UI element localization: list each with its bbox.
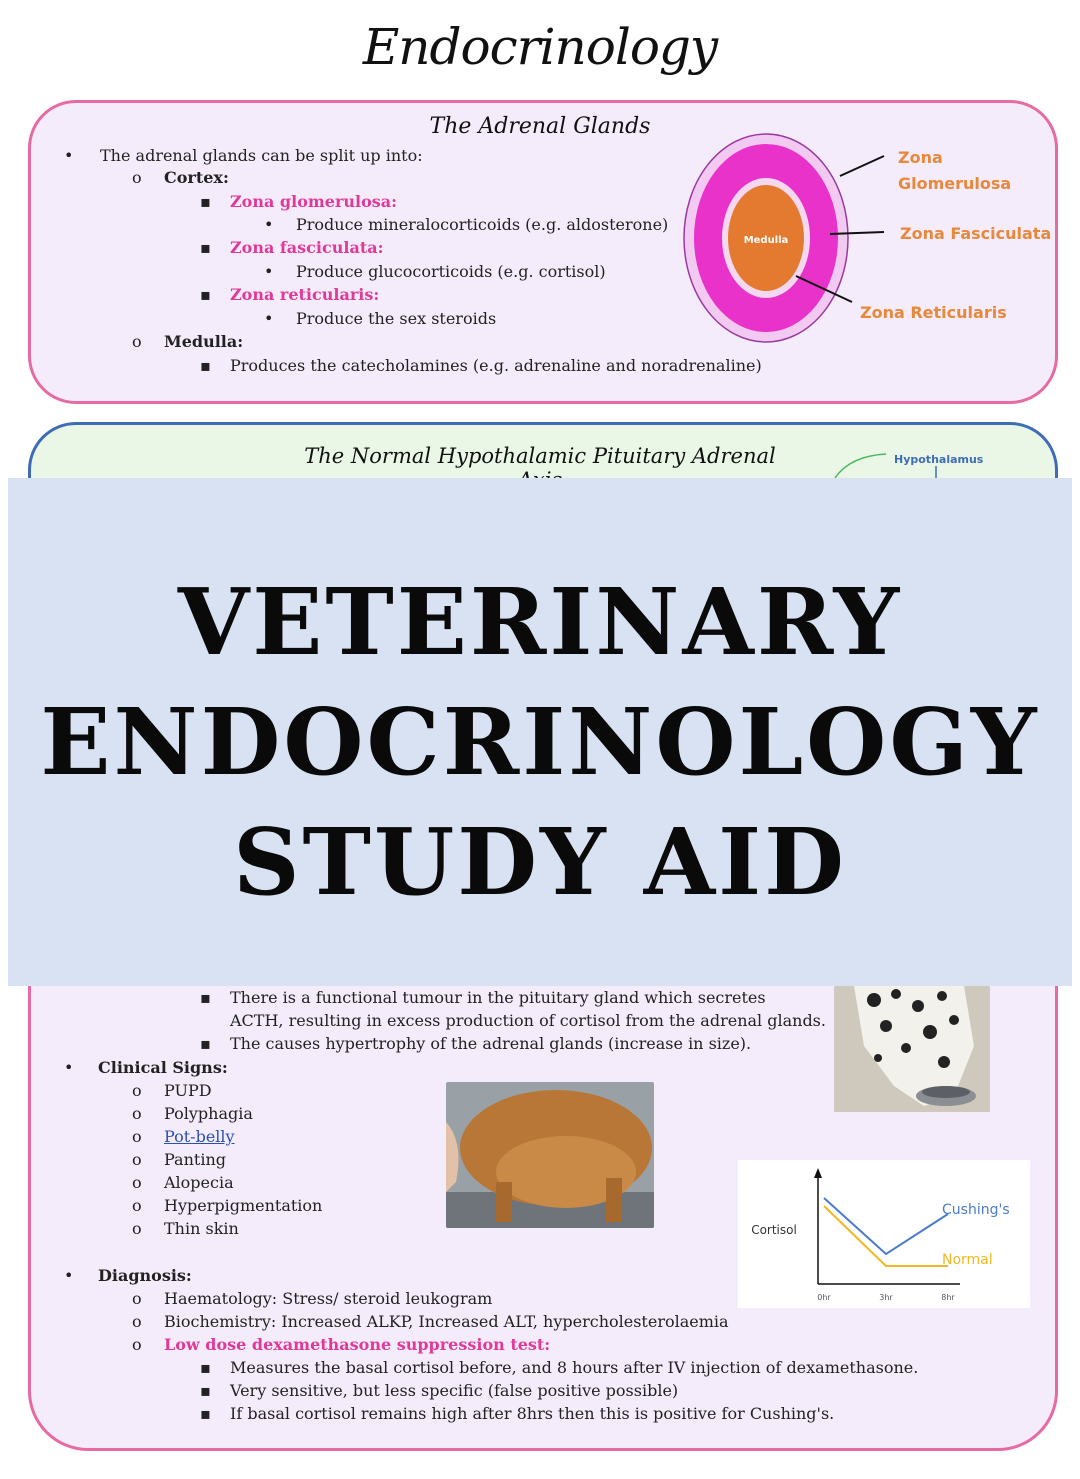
square-bullet-icon: ▪ xyxy=(200,238,211,257)
page-title: Endocrinology xyxy=(362,18,718,76)
sign-item: Polyphagia xyxy=(164,1104,253,1123)
cortisol-chart xyxy=(738,1160,1030,1308)
sign-item: Panting xyxy=(164,1150,226,1169)
circle-bullet-icon: o xyxy=(132,332,142,351)
biochemistry-line: Biochemistry: Increased ALKP, Increased ALT, hypercholesterolaemia xyxy=(164,1312,729,1331)
circle-bullet-icon: o xyxy=(132,1104,142,1123)
legend-label-normal: Normal xyxy=(942,1252,993,1268)
zona-glomerulosa-diagram-label-2: Glomerulosa xyxy=(898,174,1012,193)
bullet-icon: • xyxy=(264,215,274,234)
circle-bullet-icon: o xyxy=(132,1289,142,1308)
series-line-cushings xyxy=(824,1198,948,1254)
clinical-signs-heading: Clinical Signs: xyxy=(98,1058,228,1077)
banner-line-2: ENDOCRINOLOGY xyxy=(40,688,1040,796)
circle-bullet-icon: o xyxy=(132,1196,142,1215)
banner-line-1: VETERINARY xyxy=(177,568,903,676)
lddst-line-1: Measures the basal cortisol before, and 8 hours after IV injection of dexamethasone. xyxy=(230,1358,919,1377)
circle-bullet-icon: o xyxy=(132,168,142,187)
bullet-icon: • xyxy=(264,309,274,328)
adrenal-intro: The adrenal glands can be split up into: xyxy=(100,146,423,165)
zf-description: Produce glucocorticoids (e.g. cortisol) xyxy=(296,262,606,281)
hpa-arrow-curve xyxy=(835,454,886,478)
pot-belly-link[interactable]: Pot-belly xyxy=(164,1127,235,1146)
zona-glomerulosa-label: Zona glomerulosa: xyxy=(230,192,398,211)
lddst-line-3: If basal cortisol remains high after 8hrs then this is positive for Cushing's. xyxy=(230,1404,835,1423)
circle-bullet-icon: o xyxy=(132,1312,142,1331)
y-axis-arrow xyxy=(814,1168,822,1178)
circle-bullet-icon: o xyxy=(132,1219,142,1238)
haematology-line: Haematology: Stress/ steroid leukogram xyxy=(164,1289,493,1308)
pot-belly-dog-illustration xyxy=(446,1082,654,1228)
dalmatian-photo xyxy=(834,986,990,1112)
medulla-description: Produces the catecholamines (e.g. adrenaline and noradrenaline) xyxy=(230,356,762,375)
zona-reticularis-label: Zona reticularis: xyxy=(230,285,380,304)
sign-item: Alopecia xyxy=(164,1173,234,1192)
hypertrophy-line: The causes hypertrophy of the adrenal glands (increase in size). xyxy=(230,1034,752,1053)
zona-fasciculata-label: Zona fasciculata: xyxy=(230,238,384,257)
title-banner xyxy=(8,478,1072,986)
bullet-icon: • xyxy=(264,262,274,281)
circle-bullet-icon: o xyxy=(132,1127,142,1146)
cortex-heading: Cortex: xyxy=(164,168,229,187)
circle-bullet-icon: o xyxy=(132,1081,142,1100)
hypothalamus-label: Hypothalamus xyxy=(894,453,984,466)
legend-label-cushings: Cushing's xyxy=(942,1202,1010,1218)
square-bullet-icon: ▪ xyxy=(200,988,211,1007)
zona-reticularis-diagram-label: Zona Reticularis xyxy=(860,303,1007,322)
bullet-icon: • xyxy=(64,1058,74,1077)
adrenal-title: The Adrenal Glands xyxy=(429,114,651,139)
pot-belly-dog-photo xyxy=(446,1082,654,1228)
tumour-line-1: There is a functional tumour in the pituitary gland which secretes xyxy=(230,988,766,1007)
bullet-icon: • xyxy=(64,146,74,165)
x-tick-label: 0hr xyxy=(817,1293,831,1302)
square-bullet-icon: ▪ xyxy=(200,192,211,211)
x-tick-label: 3hr xyxy=(879,1293,893,1302)
arrow-glomerulosa xyxy=(840,156,884,176)
x-tick-label: 8hr xyxy=(941,1293,955,1302)
circle-bullet-icon: o xyxy=(132,1173,142,1192)
cortisol-chart-svg xyxy=(738,1160,1030,1308)
y-axis-label: Cortisol xyxy=(751,1223,797,1237)
banner-line-3: STUDY AID xyxy=(233,808,847,916)
zona-glomerulosa-diagram-label: Zona xyxy=(898,148,943,167)
circle-bullet-icon: o xyxy=(132,1335,142,1354)
hpa-title: The Normal Hypothalamic Pituitary Adrenal xyxy=(304,444,776,468)
circle-bullet-icon: o xyxy=(132,1150,142,1169)
medulla-heading: Medulla: xyxy=(164,332,244,351)
tumour-line-2: ACTH, resulting in excess production of cortisol from the adrenal glands. xyxy=(230,1011,826,1030)
zr-description: Produce the sex steroids xyxy=(296,309,497,328)
square-bullet-icon: ▪ xyxy=(200,356,211,375)
sign-item: Thin skin xyxy=(164,1219,239,1238)
medulla-label: Medulla xyxy=(743,235,789,246)
square-bullet-icon: ▪ xyxy=(200,1358,211,1377)
dalmatian-illustration xyxy=(834,986,990,1112)
square-bullet-icon: ▪ xyxy=(200,285,211,304)
square-bullet-icon: ▪ xyxy=(200,1404,211,1423)
square-bullet-icon: ▪ xyxy=(200,1034,211,1053)
bullet-icon: • xyxy=(64,1266,74,1285)
diagnosis-heading: Diagnosis: xyxy=(98,1266,192,1285)
sign-item: Hyperpigmentation xyxy=(164,1196,323,1215)
square-bullet-icon: ▪ xyxy=(200,1381,211,1400)
zg-description: Produce mineralocorticoids (e.g. aldosterone) xyxy=(296,215,669,234)
zona-fasciculata-diagram-label: Zona Fasciculata xyxy=(900,224,1052,243)
lddst-heading: Low dose dexamethasone suppression test: xyxy=(164,1335,551,1354)
sign-item: PUPD xyxy=(164,1081,212,1100)
lddst-line-2: Very sensitive, but less specific (false positive possible) xyxy=(230,1381,679,1400)
